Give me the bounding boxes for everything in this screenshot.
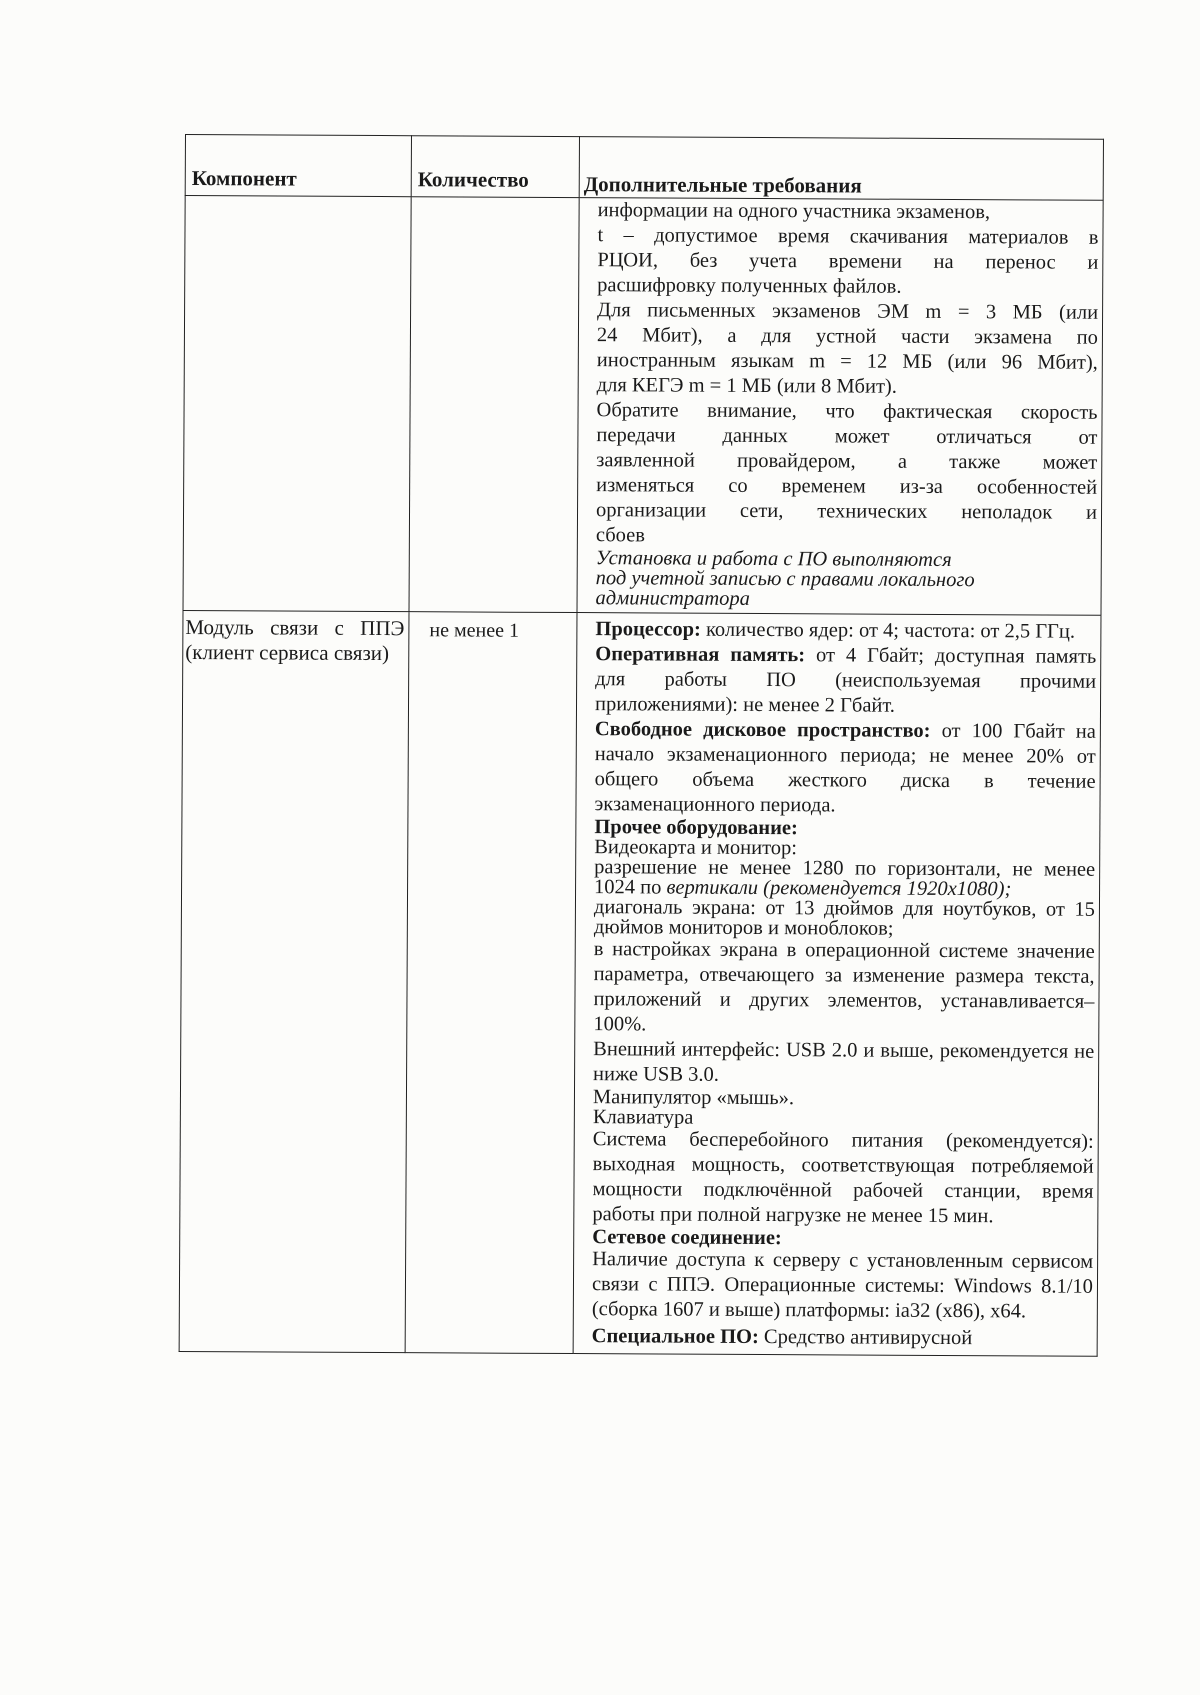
req-line: организации сети, технических неполадок и [595,499,1098,524]
italic-note-line: Установка и работа с ПО выполняются [595,547,952,572]
req-line: заявленной провайдером, а также может [596,449,1098,474]
video-line: Видеокарта и монитор: [594,836,798,860]
req-line: расшифровку полученных файлов. [597,274,902,298]
cpu-paragraph [595,617,1096,645]
special-paragraph [592,1324,1093,1352]
network-paragraph: Наличие доступа к серверу с установленным сервисом связи с ППЭ. Операционные системы: Windows 8.1/10 (сборка 1607 и выше) платформы: ia32 (x86), x64. [591,1248,1094,1323]
table-row [183,196,1103,616]
req-line: иностранным языкам m = 12 МБ (или 96 Мбит), [596,349,1098,374]
disk-paragraph [594,717,1096,820]
row2-quantity: не менее 1 [405,612,577,1354]
req-line: изменяться со временем из-за особенностей [596,474,1098,499]
resolution-italic: вертикали (рекомендуется 1920x1080); [666,876,1012,901]
ram-label: Оперативная память: [595,643,806,667]
row2-component: Модуль связи с ППЭ (клиент сервиса связи) [179,610,409,1352]
mouse-line: Манипулятор «мышь». [592,1086,795,1110]
disk-text: от 100 Гбайт на начало экзаменационного периода; не менее 20% от общего объема жесткого диска в течение экзаменационного периода. [594,719,1096,817]
header-row [185,135,1103,201]
scaling-paragraph: в настройках экрана в операционной системе значение параметра, отвечающего за изменение размера текста, приложений и других элементов, устанавливается– 100%. [593,938,1095,1036]
req-line: 24 Мбит), а для устной части экзамена по [596,324,1099,349]
keyboard-line: Клавиатура [592,1106,694,1129]
req-line: сбоев [595,524,646,547]
row1-component [183,196,411,612]
row1-quantity [409,197,579,613]
requirements-table [179,134,1104,1357]
req-line: РЦОИ, без учета времени на перенос и [597,249,1099,274]
req-line: информации на одного участника экзаменов, [597,199,991,224]
special-label: Специальное ПО: [591,1325,759,1349]
req-line: Для письменных экзаменов ЭМ m = 3 МБ (или [597,299,1099,324]
other-label: Прочее оборудование: [594,816,798,840]
row2-requirements [573,613,1101,1357]
italic-note-line: под учетной записью с правами локального [595,567,975,592]
diagonal-paragraph: диагональ экрана: от 13 дюймов для ноутбуков, от 15 дюймов мониторов и моноблоков; [593,896,1096,940]
ups-paragraph: Система бесперебойного питания (рекомендуется): выходная мощность, соответствующая потребляемой мощности подключённой рабочей станции, время работы при полной нагрузке не менее 15 мин. [592,1128,1094,1228]
header-requirements: Дополнительные требования [579,137,1103,201]
table-row [179,610,1101,1356]
ram-text: от 4 Гбайт; доступная память для работы ПО (неиспользуемая прочими приложениями): не менее 2 Гбайт. [594,644,1097,717]
req-line: t – допустимое время скачивания материалов в [597,224,1099,249]
special-text: Средство антивирусной [758,1326,973,1350]
disk-label: Свободное дисковое пространство: [594,718,931,742]
req-line: для КЕГЭ m = 1 МБ (или 8 Мбит). [596,374,897,398]
row1-requirements [577,198,1103,616]
header-component: Компонент [185,135,411,197]
resolution-paragraph [594,857,1095,900]
network-label: Сетевое соединение: [592,1226,782,1250]
req-line: Обратите внимание, что фактическая скорость [596,399,1098,424]
ram-paragraph [595,642,1096,720]
req-line: передачи данных может отличаться от [596,424,1098,449]
usb-paragraph: Внешний интерфейс: USB 2.0 и выше, рекомендуется не ниже USB 3.0. [593,1038,1095,1086]
cpu-text: количество ядер: от 4; частота: от 2,5 ГГц. [700,618,1076,643]
cpu-label: Процессор: [595,618,701,641]
header-quantity: Количество [411,136,579,198]
italic-note-line: администратора [595,587,750,610]
resolution-text: разрешение не менее 1280 по горизонтали, не менее 1024 по [594,856,1096,899]
